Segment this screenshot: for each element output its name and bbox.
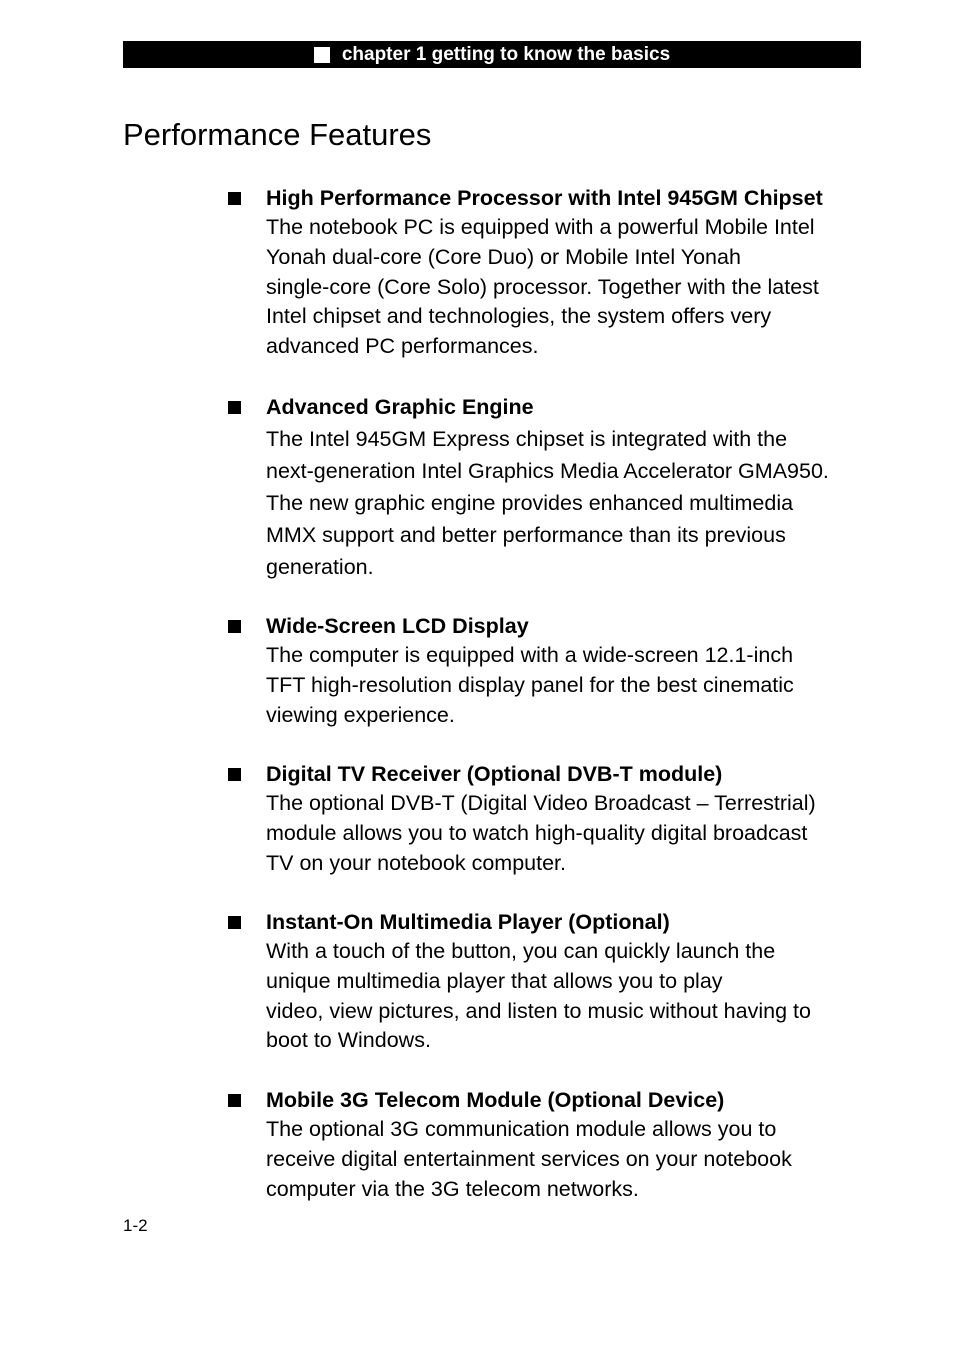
- feature-description: The notebook PC is equipped with a powerful Mobile Intel Yonah dual-core (Core Duo) or Mobile Intel Yonah single-core (Core Solo) processor. Together with the latest Intel chipset and technologies, the system offers very advanced PC performances.: [266, 215, 819, 359]
- feature-description: The computer is equipped with a wide-screen 12.1-inch TFT high-resolution display panel for the best cinematic viewing experience.: [266, 643, 794, 727]
- chapter-label: chapter 1 getting to know the basics: [341, 43, 671, 65]
- page-title: Performance Features: [123, 117, 432, 152]
- square-bullet-icon: [228, 768, 241, 781]
- feature-description: The optional DVB-T (Digital Video Broadcast – Terrestrial) module allows you to watch high-quality digital broadcast TV on your notebook computer.: [266, 791, 816, 875]
- feature-title: High Performance Processor with Intel 945GM Chipset: [266, 186, 823, 210]
- chapter-header-bar: [123, 41, 861, 68]
- square-bullet-icon: [228, 620, 241, 633]
- square-bullet-icon: [228, 1094, 241, 1107]
- feature-description: The Intel 945GM Express chipset is integrated with the next-generation Intel Graphics Media Accelerator GMA950. The new graphic engine provides enhanced multimedia MMX support and better performance than its previous generation.: [266, 427, 829, 579]
- square-bullet-icon: [314, 47, 330, 63]
- feature-description: The optional 3G communication module allows you to receive digital entertainment services on your notebook computer via the 3G telecom networks.: [266, 1117, 792, 1201]
- square-bullet-icon: [228, 192, 241, 205]
- feature-title: Advanced Graphic Engine: [266, 395, 534, 419]
- page-number: 1-2: [123, 1216, 148, 1235]
- feature-description: With a touch of the button, you can quickly launch the unique multimedia player that allows you to play video, view pictures, and listen to music without having to boot to Windows.: [266, 939, 811, 1053]
- feature-title: Digital TV Receiver (Optional DVB-T module): [266, 762, 723, 786]
- square-bullet-icon: [228, 401, 241, 414]
- feature-title: Instant-On Multimedia Player (Optional): [266, 910, 670, 934]
- feature-title: Mobile 3G Telecom Module (Optional Device): [266, 1088, 725, 1112]
- feature-title: Wide-Screen LCD Display: [266, 614, 529, 638]
- square-bullet-icon: [228, 916, 241, 929]
